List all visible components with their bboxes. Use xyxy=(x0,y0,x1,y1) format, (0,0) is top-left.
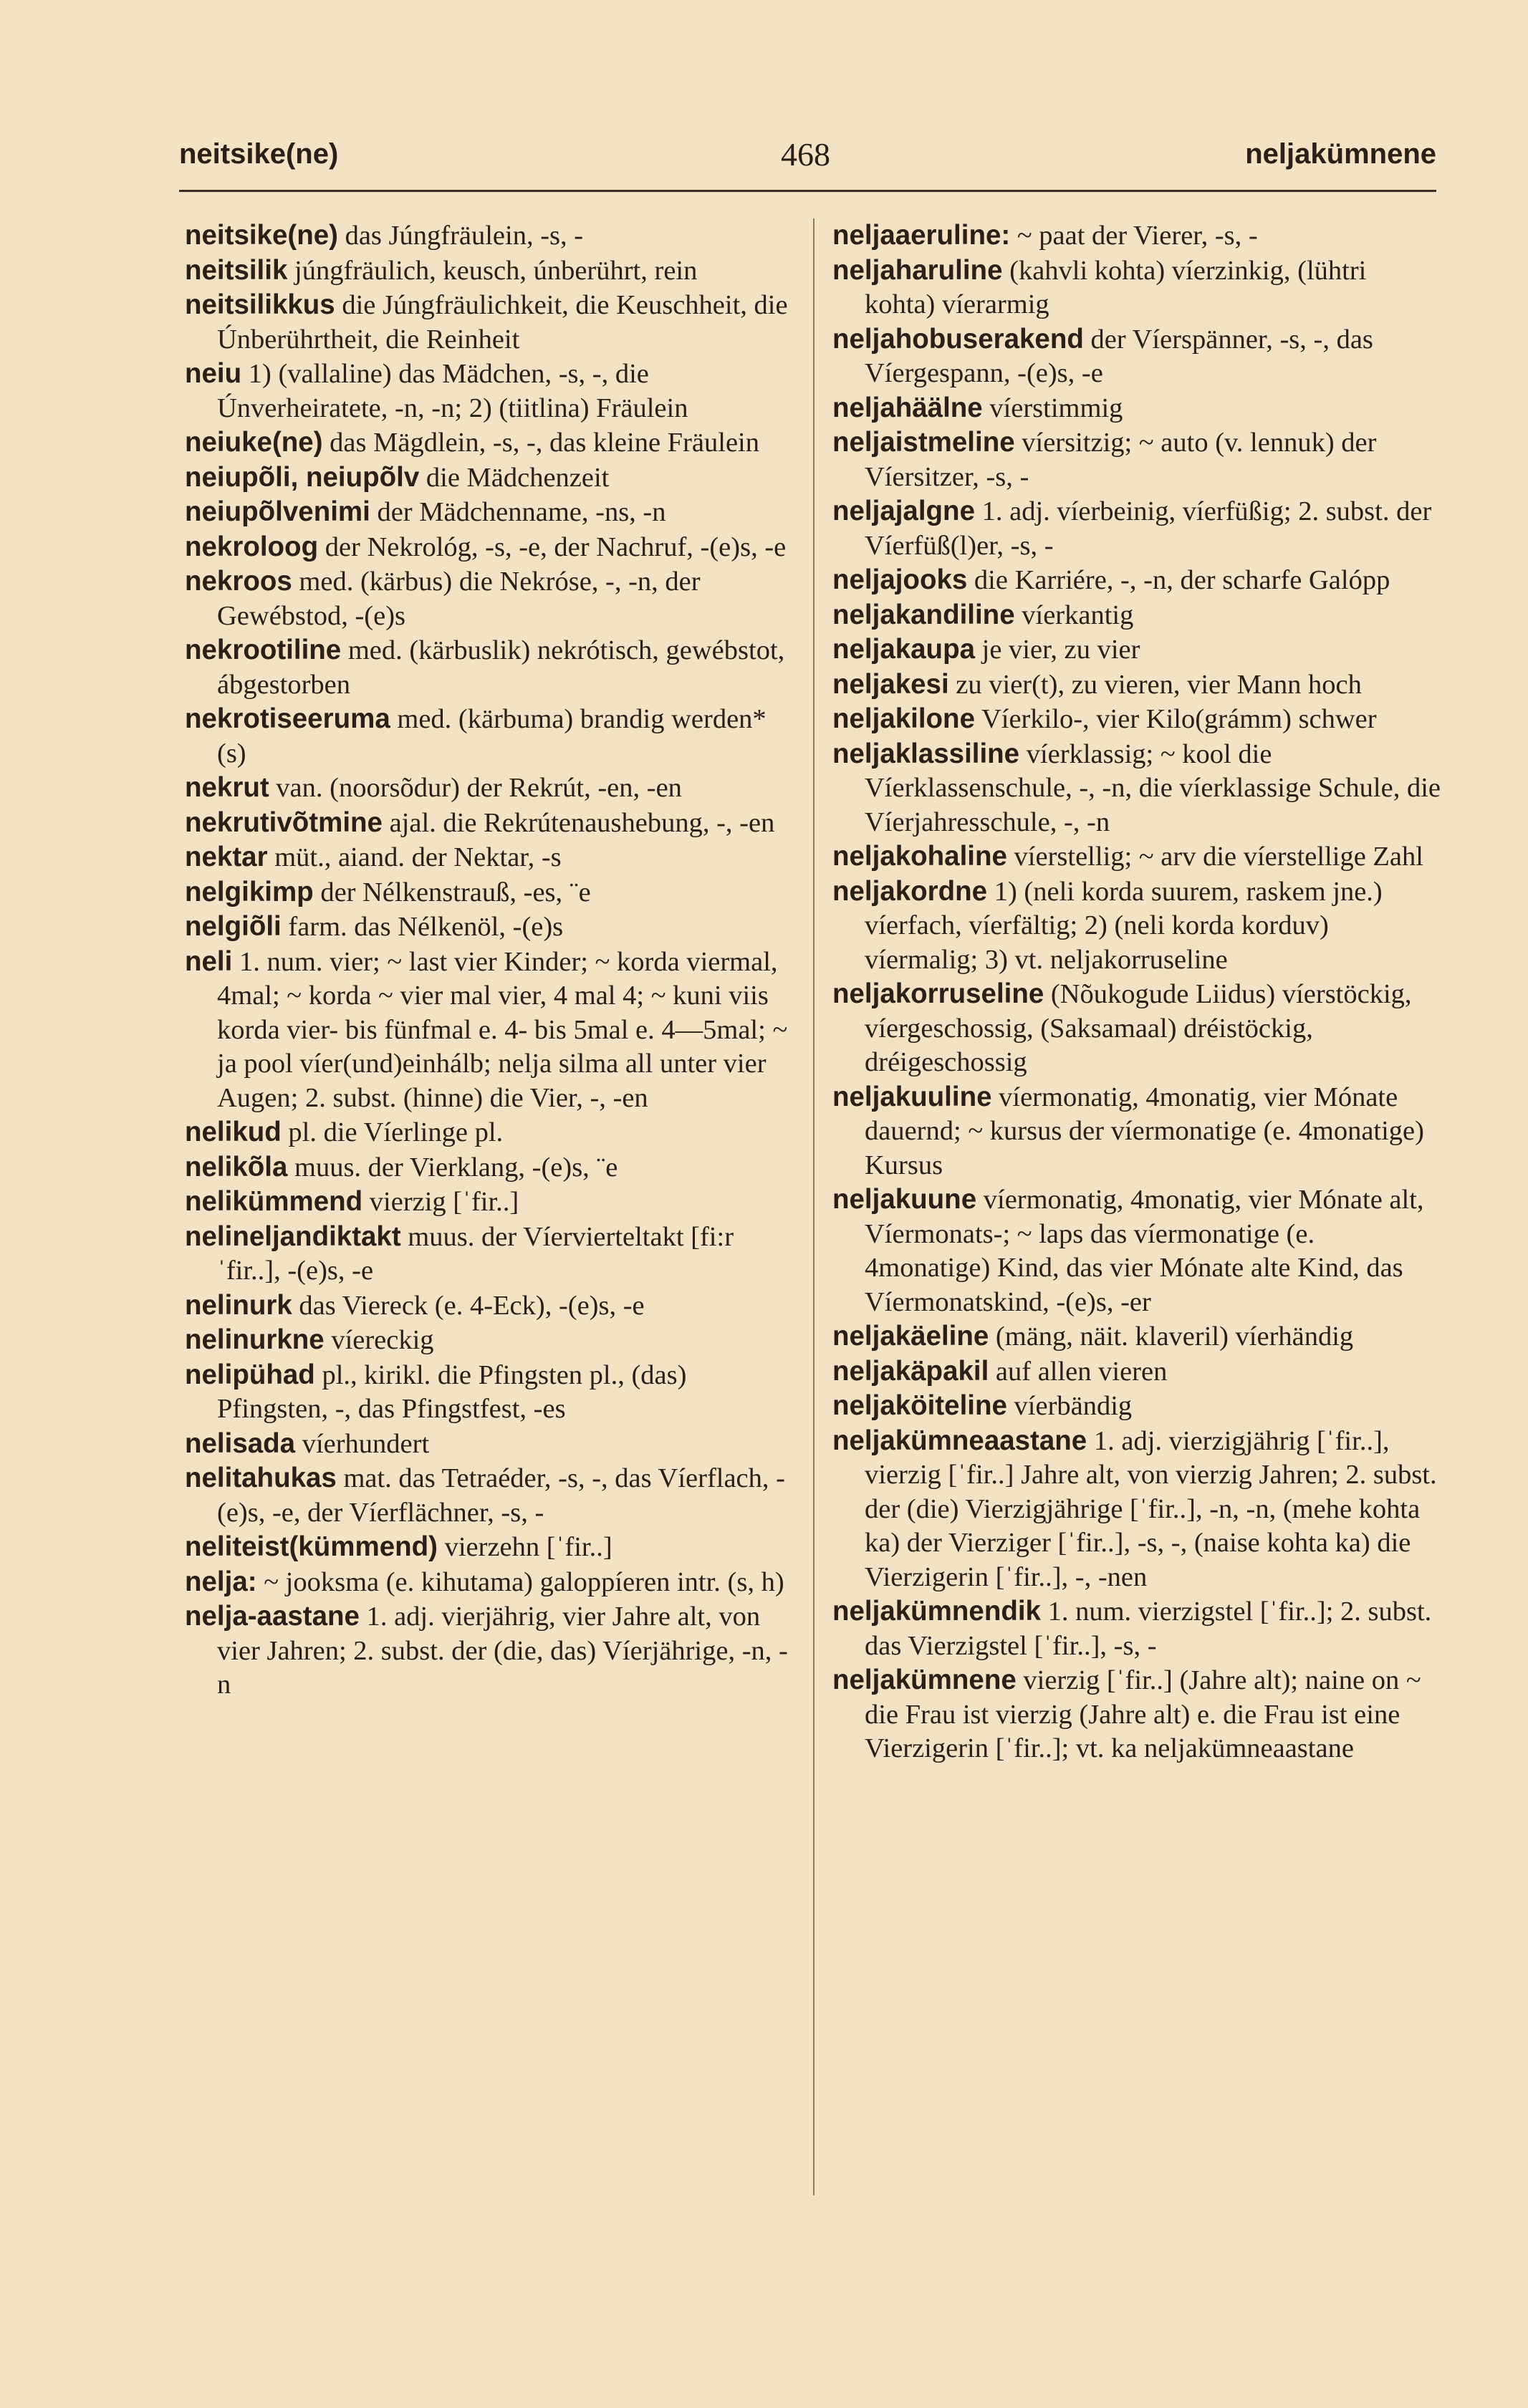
entry-definition: 1. adj. vierjährig, vier Jahre alt, von vier Jahren; 2. subst. der (die, das) Víerjährige, -n, -n xyxy=(217,1602,788,1700)
entry-headword: nelinurk xyxy=(185,1289,292,1321)
entry-headword: neljahäälne xyxy=(832,392,983,423)
entry-headword: neiupõli, neiupõlv xyxy=(185,461,420,493)
entry-definition: vierzig [ˈfir..] xyxy=(369,1187,519,1217)
entry-definition: víerkantig xyxy=(1022,599,1134,630)
dictionary-entry xyxy=(832,391,1441,426)
entry-headword: neljakäpakil xyxy=(832,1355,989,1387)
entry-headword: nelja: xyxy=(185,1566,257,1597)
entry-definition: víerstimmig xyxy=(989,392,1123,423)
dictionary-entry xyxy=(185,910,794,945)
dictionary-entry xyxy=(832,322,1441,391)
entry-definition: das Viereck (e. 4-Eck), -(e)s, -e xyxy=(299,1290,645,1321)
dictionary-entry xyxy=(185,1530,794,1565)
entry-definition: 1) (vallaline) das Mädchen, -s, -, die Únverheiratete, -n, -n; 2) (tiitlina) Fräulein xyxy=(217,359,688,423)
dictionary-entry xyxy=(185,633,794,702)
header-left-guide-word: neitsike(ne) xyxy=(179,138,339,170)
entry-definition: 1. num. vierzigstel [ˈfir..]; 2. subst. das Vierzigstel [ˈfir..], -s, - xyxy=(865,1596,1432,1661)
dictionary-entry xyxy=(832,737,1441,840)
dictionary-entry xyxy=(832,598,1441,633)
entry-definition: (kahvli kohta) víerzinkig, (lühtri kohta) víerarmig xyxy=(865,255,1367,319)
entry-definition: muus. der Víervierteltakt [fi:rˈfir..], -(e)s, -e xyxy=(217,1221,734,1286)
dictionary-entry xyxy=(832,218,1441,254)
entry-definition: 1. num. vier; ~ last vier Kinder; ~ korda viermal, 4mal; ~ korda ~ vier mal vier, 4 mal 4; ~ kuni viis korda vier- bis fünfmal e. 4- bis 5mal e. 4—5mal; ~ ja pool víer(und)einhálb; nelja silma all unter vier Augen; 2. subst. (hinne) die Vier, -, -en xyxy=(217,946,788,1113)
entry-headword: neljakilone xyxy=(832,703,975,734)
entry-headword: neliteist(kümmend) xyxy=(185,1531,438,1562)
entry-headword: neljajooks xyxy=(832,564,968,595)
entry-headword: neljakümnendik xyxy=(832,1596,1041,1627)
entry-definition: víerstellig; ~ arv die víerstellige Zahl xyxy=(1014,842,1423,872)
entry-headword: nelikud xyxy=(185,1117,282,1147)
entry-headword: neiuke(ne) xyxy=(185,427,323,458)
entry-headword: nelisada xyxy=(185,1427,296,1459)
entry-definition: die Karriére, -, -n, der scharfe Galópp xyxy=(974,565,1390,595)
entry-definition: muus. der Vierklang, -(e)s, ¨e xyxy=(294,1152,618,1183)
dictionary-entry xyxy=(832,1183,1441,1319)
dictionary-entry xyxy=(832,563,1441,598)
right-column xyxy=(832,218,1441,2367)
entry-headword: neljaköiteline xyxy=(832,1390,1007,1421)
dictionary-entry xyxy=(185,702,794,771)
entry-headword: nelipühad xyxy=(185,1359,315,1390)
dictionary-entry xyxy=(185,1323,794,1358)
entry-definition: 1) (neli korda suurem, raskem jne.) víerfach, víerfältig; 2) (neli korda korduv) víermalig; 3) vt. neljakorruseline xyxy=(865,876,1383,975)
entry-definition: med. (kärbuma) brandig werden* (s) xyxy=(217,704,767,769)
entry-headword: nekrotiseeruma xyxy=(185,703,390,734)
entry-definition: van. (noorsõdur) der Rekrút, -en, -en xyxy=(276,773,682,803)
entry-headword: neljakandiline xyxy=(832,599,1015,630)
entry-definition: je vier, zu vier xyxy=(981,635,1140,665)
entry-headword: nekroloog xyxy=(185,531,319,562)
entry-definition: vierzehn [ˈfir..] xyxy=(444,1532,612,1562)
dictionary-entry xyxy=(185,875,794,910)
entry-headword: nelineljandiktakt xyxy=(185,1220,401,1252)
entry-definition: 1. adj. vierzigjährig [ˈfir..], vierzig [ˈfir..] Jahre alt, von vierzig Jahren; 2. subst. der (die) Vierzigjährige [ˈfir..], -n, -n, (mehe kohta ka) der Vierziger [ˈfir..], -s, -, (naise kohta ka) die Vierzigerin [ˈfir..], -, -nen xyxy=(865,1425,1437,1592)
dictionary-entry xyxy=(185,771,794,806)
entry-definition: víermonatig, 4monatig, vier Mónate alt, Víermonats-; ~ laps das víermonatige (e. 4monatige) Kind, das vier Mónate alte Kind, das Víermonatskind, -(e)s, -er xyxy=(865,1185,1424,1317)
dictionary-entry xyxy=(832,1594,1441,1663)
dictionary-entry xyxy=(832,1663,1441,1766)
entry-definition: víerklassig; ~ kool die Víerklassenschule, -, -n, die víerklassige Schule, die Víerjahresschule, -, -n xyxy=(865,738,1441,837)
entry-definition: med. (kärbus) die Nekróse, -, -n, der Gewébstod, -(e)s xyxy=(217,567,701,631)
dictionary-entry xyxy=(185,1150,794,1185)
entry-definition: víerbändig xyxy=(1014,1391,1133,1421)
dictionary-entry xyxy=(832,1080,1441,1183)
entry-headword: neljaklassiline xyxy=(832,738,1020,769)
dictionary-entry xyxy=(832,702,1441,737)
entry-headword: nelinurkne xyxy=(185,1324,325,1355)
dictionary-entry xyxy=(185,1115,794,1150)
dictionary-entry xyxy=(185,1427,794,1462)
entry-headword: neitsike(ne) xyxy=(185,220,338,251)
entry-definition: (mäng, näit. klaveril) víerhändig xyxy=(995,1321,1354,1352)
entry-definition: ~ jooksma (e. kihutama) galoppíeren intr. (s, h) xyxy=(264,1566,784,1597)
entry-headword: neljaaeruline: xyxy=(832,220,1011,251)
entry-definition: víermonatig, 4monatig, vier Mónate dauernd; ~ kursus der víermonatige (e. 4monatige) Kursus xyxy=(865,1082,1424,1180)
entry-definition: die Mädchenzeit xyxy=(426,462,610,493)
entry-definition: júngfräulich, keusch, únberührt, rein xyxy=(294,255,698,286)
entry-headword: neljakuuline xyxy=(832,1081,992,1112)
dictionary-entry xyxy=(185,840,794,875)
dictionary-entry xyxy=(832,1389,1441,1424)
entry-definition: der Víerspänner, -s, -, das Víergespann, -(e)s, -e xyxy=(865,324,1373,388)
entry-headword: neljakaupa xyxy=(832,634,976,665)
dictionary-entry xyxy=(185,1358,794,1427)
entry-headword: nelikümmend xyxy=(185,1186,363,1217)
entry-headword: neljakuune xyxy=(832,1184,977,1215)
entry-headword: nekroos xyxy=(185,566,292,597)
entry-definition: das Júngfräulein, -s, - xyxy=(345,221,584,251)
entry-headword: neli xyxy=(185,945,233,977)
entry-definition: der Nekrológ, -s, -e, der Nachruf, -(e)s, -e xyxy=(325,531,787,562)
entry-definition: der Nélkenstrauß, -es, ¨e xyxy=(320,877,591,907)
entry-definition: pl., kirikl. die Pfingsten pl., (das) Pfingsten, -, das Pfingstfest, -es xyxy=(217,1359,687,1424)
entry-headword: neitsilik xyxy=(185,254,288,286)
entry-headword: neljaistmeline xyxy=(832,427,1015,458)
dictionary-entry xyxy=(185,564,794,633)
entry-headword: neljakordne xyxy=(832,875,988,907)
entry-definition: das Mägdlein, -s, -, das kleine Fräulein xyxy=(330,428,759,458)
header-right-guide-word: neljakümnene xyxy=(1245,138,1436,170)
entry-definition: mat. das Tetraéder, -s, -, das Víerflach, -(e)s, -e, der Víerflächner, -s, - xyxy=(217,1463,785,1528)
entry-headword: neljakäeline xyxy=(832,1321,989,1352)
dictionary-entry xyxy=(185,1461,794,1530)
entry-headword: neljahobuserakend xyxy=(832,323,1084,355)
entry-definition: der Mädchenname, -ns, -n xyxy=(377,497,666,527)
dictionary-entry xyxy=(185,1289,794,1324)
entry-headword: neljakümnene xyxy=(832,1665,1017,1695)
entry-headword: neljaharuline xyxy=(832,254,1003,286)
entry-headword: neljakorruseline xyxy=(832,978,1044,1009)
entry-definition: (Nõukogude Liidus) víerstöckig, víergeschossig, (Saksamaal) dréistöckig, dréigeschossig xyxy=(865,979,1412,1077)
entry-definition: vierzig [ˈfir..] (Jahre alt); naine on ~ die Frau ist vierzig (Jahre alt) e. die Frau ist eine Vierzigerin [ˈfir..]; vt. ka neljakümneaastane xyxy=(865,1665,1421,1763)
column-divider xyxy=(813,218,815,2195)
entry-definition: pl. die Víerlinge pl. xyxy=(288,1117,504,1147)
dictionary-entry xyxy=(185,1565,794,1600)
entry-headword: nelgikimp xyxy=(185,876,314,907)
dictionary-entry xyxy=(832,254,1441,322)
entry-headword: neljakohaline xyxy=(832,841,1007,872)
entry-headword: neljakesi xyxy=(832,668,949,700)
entry-definition: müt., aiand. der Nektar, -s xyxy=(274,842,562,872)
entry-headword: nelikõla xyxy=(185,1151,288,1183)
entry-definition: víersitzig; ~ auto (v. lennuk) der Víersitzer, -s, - xyxy=(865,428,1377,492)
entry-headword: neiu xyxy=(185,358,242,389)
dictionary-entry xyxy=(185,530,794,565)
entry-headword: nelja-aastane xyxy=(185,1601,360,1632)
dictionary-entry xyxy=(832,1354,1441,1390)
dictionary-entry xyxy=(185,254,794,289)
entry-definition: die Júngfräulichkeit, die Keuschheit, die Únberührtheit, die Reinheit xyxy=(217,290,788,355)
entry-headword: neljajalgne xyxy=(832,496,975,526)
dictionary-entry xyxy=(185,461,794,496)
dictionary-entry xyxy=(185,1185,794,1220)
dictionary-entry xyxy=(185,425,794,461)
dictionary-entry xyxy=(185,357,794,425)
dictionary-entry xyxy=(832,668,1441,703)
entry-definition: farm. das Nélkenöl, -(e)s xyxy=(288,912,564,942)
left-column xyxy=(185,218,794,2367)
dictionary-entry xyxy=(185,218,794,254)
entry-definition: Víerkilo-, vier Kilo(grámm) schwer xyxy=(981,704,1377,734)
entry-headword: nelgiõli xyxy=(185,911,282,942)
dictionary-entry xyxy=(832,875,1441,978)
entry-definition: zu vier(t), zu vieren, vier Mann hoch xyxy=(956,669,1362,700)
entry-headword: nelitahukas xyxy=(185,1463,337,1493)
entry-definition: ajal. die Rekrútenaushebung, -, -en xyxy=(389,807,775,838)
dictionary-entry xyxy=(185,945,794,1116)
entry-headword: neljakümneaastane xyxy=(832,1425,1087,1456)
dictionary-entry xyxy=(832,1424,1441,1595)
entry-headword: nekrutivõtmine xyxy=(185,806,383,838)
dictionary-entry xyxy=(185,1599,794,1703)
dictionary-entry xyxy=(832,632,1441,668)
dictionary-entry xyxy=(832,425,1441,494)
dictionary-entry xyxy=(185,1220,794,1289)
dictionary-entry xyxy=(832,494,1441,563)
dictionary-entry xyxy=(832,977,1441,1080)
entry-headword: nekrootiline xyxy=(185,635,342,665)
entry-definition: víerhundert xyxy=(302,1428,430,1459)
entry-headword: nekrut xyxy=(185,772,269,803)
entry-definition: med. (kärbuslik) nekrótisch, gewébstot, ábgestorben xyxy=(217,635,785,700)
dictionary-entry xyxy=(832,839,1441,875)
dictionary-entry xyxy=(832,1319,1441,1354)
dictionary-entry xyxy=(185,288,794,357)
dictionary-entry xyxy=(185,495,794,530)
entry-headword: nektar xyxy=(185,842,268,872)
entry-definition: ~ paat der Vierer, -s, - xyxy=(1017,221,1258,251)
page-header xyxy=(179,133,1436,192)
entry-definition: 1. adj. víerbeinig, víerfüßig; 2. subst. der Víerfüß(l)er, -s, - xyxy=(865,496,1432,561)
entry-definition: auf allen vieren xyxy=(995,1356,1168,1387)
page-number: 468 xyxy=(781,136,830,173)
entry-headword: neiupõlvenimi xyxy=(185,496,370,527)
dictionary-entry xyxy=(185,806,794,841)
entry-definition: víereckig xyxy=(331,1325,434,1355)
entry-headword: neitsilikkus xyxy=(185,289,335,320)
